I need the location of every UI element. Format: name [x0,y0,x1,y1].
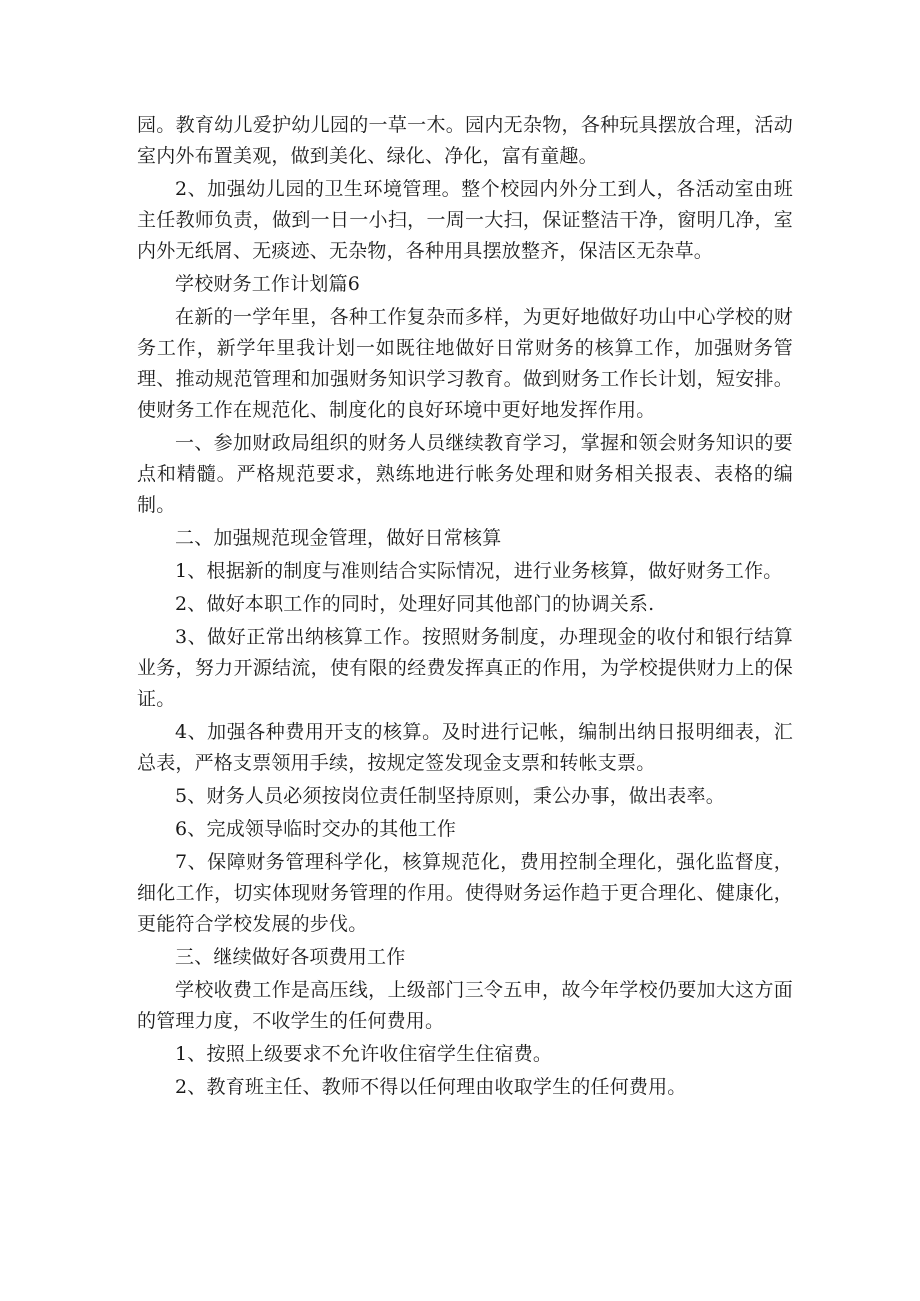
list-item: 1、按照上级要求不允许收住宿学生住宿费。 [175,1043,553,1065]
paragraph: 学校收费工作是高压线，上级部门三令五申，故今年学校仍要加大这方面的管理力度，不收学生的任何费用。 [137,979,793,1032]
list-item: 2、做好本职工作的同时，处理好同其他部门的协调关系. [175,593,655,615]
list-item: 6、完成领导临时交办的其他工作 [175,818,457,840]
document-body [137,110,793,1105]
list-item: 3、做好正常出纳核算工作。按照财务制度，办理现金的收付和银行结算业务，努力开源结流，使有限的经费发挥真正的作用，为学校提供财力上的保证。 [137,626,793,710]
paragraph: 园。教育幼儿爱护幼儿园的一草一木。园内无杂物，各种玩具摆放合理，活动室内外布置美观，做到美化、绿化、净化，富有童趣。 [137,114,793,167]
list-item: 4、加强各种费用开支的核算。及时进行记帐，编制出纳日报明细表，汇总表，严格支票领用手续，按规定签发现金支票和转帐支票。 [137,721,793,774]
list-item: 1、根据新的制度与准则结合实际情况，进行业务核算，做好财务工作。 [175,560,783,582]
section-heading: 三、继续做好各项费用工作 [175,946,406,968]
paragraph: 在新的一学年里，各种工作复杂而多样，为更好地做好功山中心学校的财务工作，新学年里我计划一如既往地做好日常财务的核算工作，加强财务管理、推动规范管理和加强财务知识学习教育。做到财务工作长计划，短安排。使财务工作在规范化、制度化的良好环境中更好地发挥作用。 [137,306,793,421]
paragraph: 2、加强幼儿园的卫生环境管理。整个校园内外分工到人，各活动室由班主任教师负责，做到一日一小扫，一周一大扫，保证整洁干净，窗明几净，室内外无纸屑、无痰迹、无杂物，各种用具摆放整齐，保洁区无杂草。 [137,178,793,262]
section-heading: 二、加强规范现金管理，做好日常核算 [175,527,502,549]
list-item: 5、财务人员必须按岗位责任制坚持原则，秉公办事，做出表率。 [175,785,725,807]
section-title: 学校财务工作计划篇6 [175,273,361,295]
paragraph: 一、参加财政局组织的财务人员继续教育学习，掌握和领会财务知识的要点和精髓。严格规范要求，熟练地进行帐务处理和财务相关报表、表格的编制。 [137,432,793,516]
list-item: 7、保障财务管理科学化，核算规范化，费用控制全理化，强化监督度，细化工作，切实体现财务管理的作用。使得财务运作趋于更合理化、健康化，更能符合学校发展的步伐。 [137,851,793,935]
list-item: 2、教育班主任、教师不得以任何理由收取学生的任何费用。 [175,1076,687,1098]
